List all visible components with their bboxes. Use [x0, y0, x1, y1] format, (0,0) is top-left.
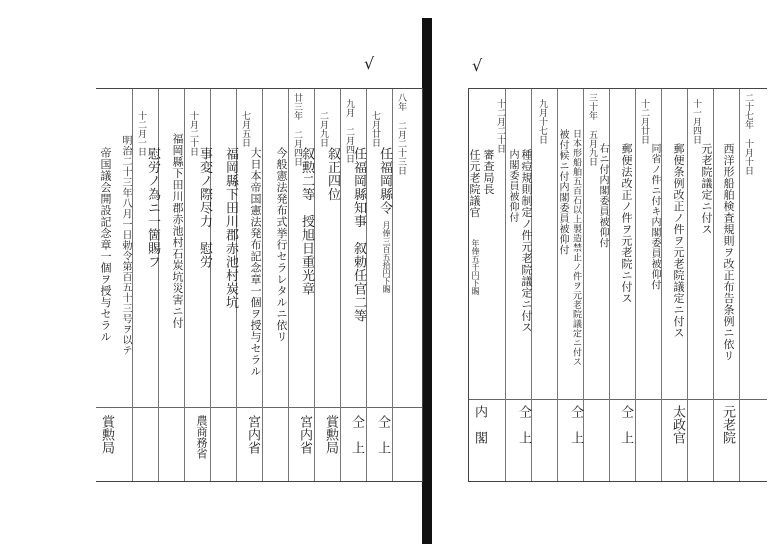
entry-text: 福岡縣下田川郡赤池村炭坑	[223, 147, 238, 309]
entry-dept: 仝 上	[375, 415, 390, 454]
entry-note: 年俸五千円下賜	[471, 239, 480, 295]
column-rule	[366, 89, 367, 481]
entry-text: 元老院議定ニ付ス	[700, 143, 713, 235]
entry-text: 叙正四位	[325, 147, 340, 201]
right-page	[468, 88, 767, 482]
entry-date: 七月五日	[240, 111, 250, 147]
column-rule	[314, 89, 315, 481]
column-rule	[288, 89, 289, 481]
book-gutter	[422, 18, 432, 544]
entry-dept: 仝 上	[618, 405, 633, 444]
entry-date: 九月十七日	[537, 99, 547, 144]
dept-divider	[469, 399, 767, 400]
entry-text: 被付候ニ付内閣委員被仰付	[557, 129, 568, 255]
entry-date: 十二月一日	[136, 111, 146, 156]
entry-text: 同省ノ件ニ付キ内閣委員被仰付	[649, 143, 660, 290]
entry-date: 二十七年 十月十日	[743, 93, 753, 175]
entry-dept: 仝 上	[516, 405, 531, 444]
entry-text: 種痘規則制定ノ件元老院議定ニ付ス	[520, 149, 533, 333]
entry-text: 叙勲二等 授旭日重光章	[299, 147, 314, 296]
entry-date: 七月廿日	[370, 111, 380, 147]
entry-text: 郵便法改正ノ件ヲ元老院ニ付ス	[620, 143, 633, 304]
column-rule	[262, 89, 263, 481]
entry-date: 九月 二月四日	[344, 99, 354, 163]
left-page	[96, 88, 423, 482]
column-rule	[132, 89, 133, 481]
entry-text: 任元老院議官	[468, 149, 481, 218]
entry-date: 十二月廿日	[639, 99, 649, 144]
entry-date: 廿三年 二月四日	[292, 93, 302, 166]
entry-date: 十二月二十日	[495, 99, 505, 153]
entry-dept: 太政官	[670, 405, 685, 444]
column-rule	[340, 89, 341, 481]
entry-date: 八年 二月二十三日	[396, 93, 406, 175]
entry-text: 右ニ付内閣委員被仰付	[597, 143, 608, 248]
check-mark-left: √	[364, 54, 375, 73]
entry-text: 事変ノ際尽力 慰労	[197, 147, 212, 269]
entry-dept: 仝 上	[349, 415, 364, 454]
entry-date: 二月九日	[318, 111, 328, 147]
entry-date: 十月二十日	[188, 111, 198, 156]
column-rule	[505, 89, 506, 481]
entry-date: 三十年 五月九日	[587, 93, 597, 166]
entry-text: 日本形船舶五百石以上製造禁止ノ件ヲ元老院議定ニ付ス	[571, 129, 581, 367]
entry-dept: 宮内省	[245, 415, 260, 454]
entry-text: 西洋形船舶検査規則ヲ改正布告条例ニ依リ	[722, 143, 735, 362]
entry-note: 月俸三百五拾円下賜	[382, 221, 391, 293]
check-mark-right: √	[472, 56, 483, 75]
entry-dept: 元老院	[720, 405, 735, 444]
entry-dept: 宮内省	[297, 415, 312, 454]
entry-text: 今般憲法発布式挙行セラレタルニ依リ	[275, 147, 288, 343]
column-rule	[609, 89, 610, 481]
column-rule	[635, 89, 636, 481]
entry-dept: 仝 上	[568, 405, 583, 444]
column-rule	[713, 89, 714, 481]
entry-text: 任福岡縣令	[377, 147, 392, 215]
entry-text: 任福岡縣知事 叙勅任官二等	[351, 147, 366, 323]
entry-text: 内閣委員被仰付	[507, 149, 518, 223]
entry-text: 郵便条例改正ノ件ヲ元老院議定ニ付ス	[672, 143, 685, 339]
entry-text: 慰労ノ為ニ一箇賜フ	[145, 147, 160, 269]
column-rule	[739, 89, 740, 481]
column-rule	[583, 89, 584, 481]
entry-text: 明治二十三年八月一日勅令第百五十三号ヲ以テ	[120, 135, 131, 356]
column-rule	[184, 89, 185, 481]
entry-text: 大日本帝国憲法発布記念章一個ヲ授与セラル	[249, 147, 262, 377]
entry-dept: 内 閣	[472, 405, 487, 444]
entry-text: 帝国議会開設記念章一個ヲ授与セラル	[99, 147, 112, 343]
column-rule	[687, 89, 688, 481]
entry-dept: 賞勲局	[99, 415, 114, 454]
entry-date: 十一月四日	[691, 99, 701, 144]
entry-text: 福岡縣下田川郡赤池村石炭坑災害ニ付	[171, 133, 184, 329]
dept-divider	[96, 407, 422, 408]
entry-dept: 賞勲局	[323, 415, 338, 454]
entry-text: 審查局長	[482, 149, 495, 195]
entry-dept: 農商務省	[195, 415, 208, 459]
column-rule	[661, 89, 662, 481]
column-rule	[392, 89, 393, 481]
